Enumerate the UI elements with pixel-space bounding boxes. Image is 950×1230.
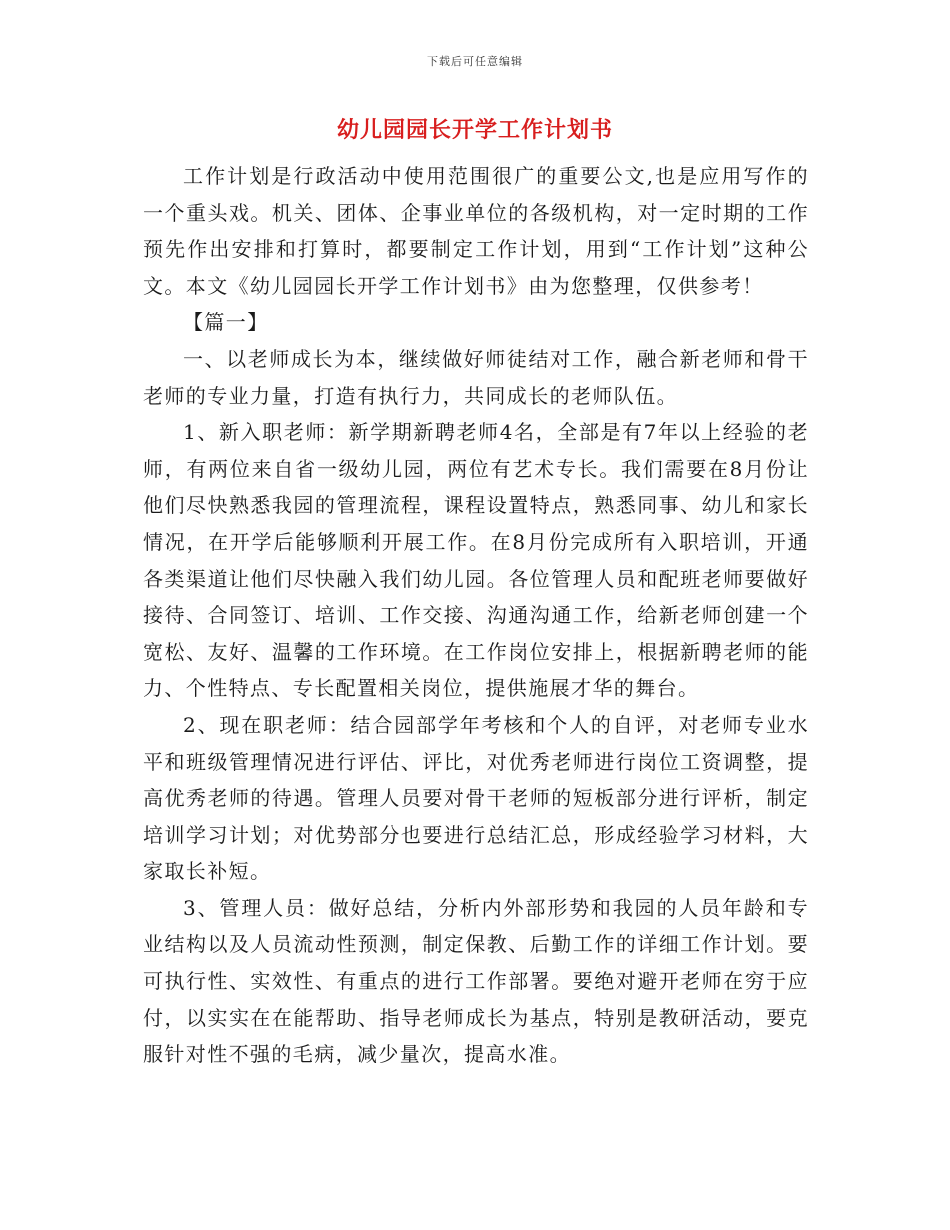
page-header-note: 下载后可任意编辑 (427, 55, 523, 68)
body-paragraph: 2、现在职老师：结合园部学年考核和个人的自评，对老师专业水平和班级管理情况进行评估、评比，对优秀老师进行岗位工资调整，提高优秀老师的待遇。管理人员要对骨干老师的短板部分进行评析，制定培训学习计划；对优势部分也要进行总结汇总，形成经验学习材料，大家取长补短。 (143, 712, 809, 884)
intro-paragraph: 工作计划是行政活动中使用范围很广的重要公文,也是应用写作的一个重头戏。机关、团体、企事业单位的各级机构，对一定时期的工作预先作出安排和打算时，都要制定工作计划，用到“工作计划”这种公文。本文《幼儿园园长开学工作计划书》由为您整理，仅供参考！ (143, 164, 809, 298)
body-paragraph: 3、管理人员：做好总结，分析内外部形势和我园的人员年龄和专业结构以及人员流动性预测，制定保教、后勤工作的详细工作计划。要可执行性、实效性、有重点的进行工作部署。要绝对避开老师在穷于应付，以实实在在能帮助、指导老师成长为基点，特别是教研活动，要克服针对性不强的毛病，减少量次，提高水准。 (143, 895, 809, 1067)
document-title: 幼儿园园长开学工作计划书 (336, 117, 613, 143)
body-paragraph: 1、新入职老师：新学期新聘老师4名，全部是有7年以上经验的老师，有两位来自省一级幼儿园，两位有艺术专长。我们需要在8月份让他们尽快熟悉我园的管理流程，课程设置特点，熟悉同事、幼儿和家长情况，在开学后能够顺利开展工作。在8月份完成所有入职培训，开通各类渠道让他们尽快融入我们幼儿园。各位管理人员和配班老师要做好接待、合同签订、培训、工作交接、沟通沟通工作，给新老师创建一个宽松、友好、温馨的工作环境。在工作岗位安排上，根据新聘老师的能力、个性特点、专长配置相关岗位，提供施展才华的舞台。 (143, 420, 809, 701)
document-body (143, 158, 809, 1073)
body-paragraph: 一、以老师成长为本，继续做好师徒结对工作，融合新老师和骨干老师的专业力量，打造有执行力，共同成长的老师队伍。 (143, 346, 809, 408)
section-heading: 【篇一】 (183, 310, 269, 335)
